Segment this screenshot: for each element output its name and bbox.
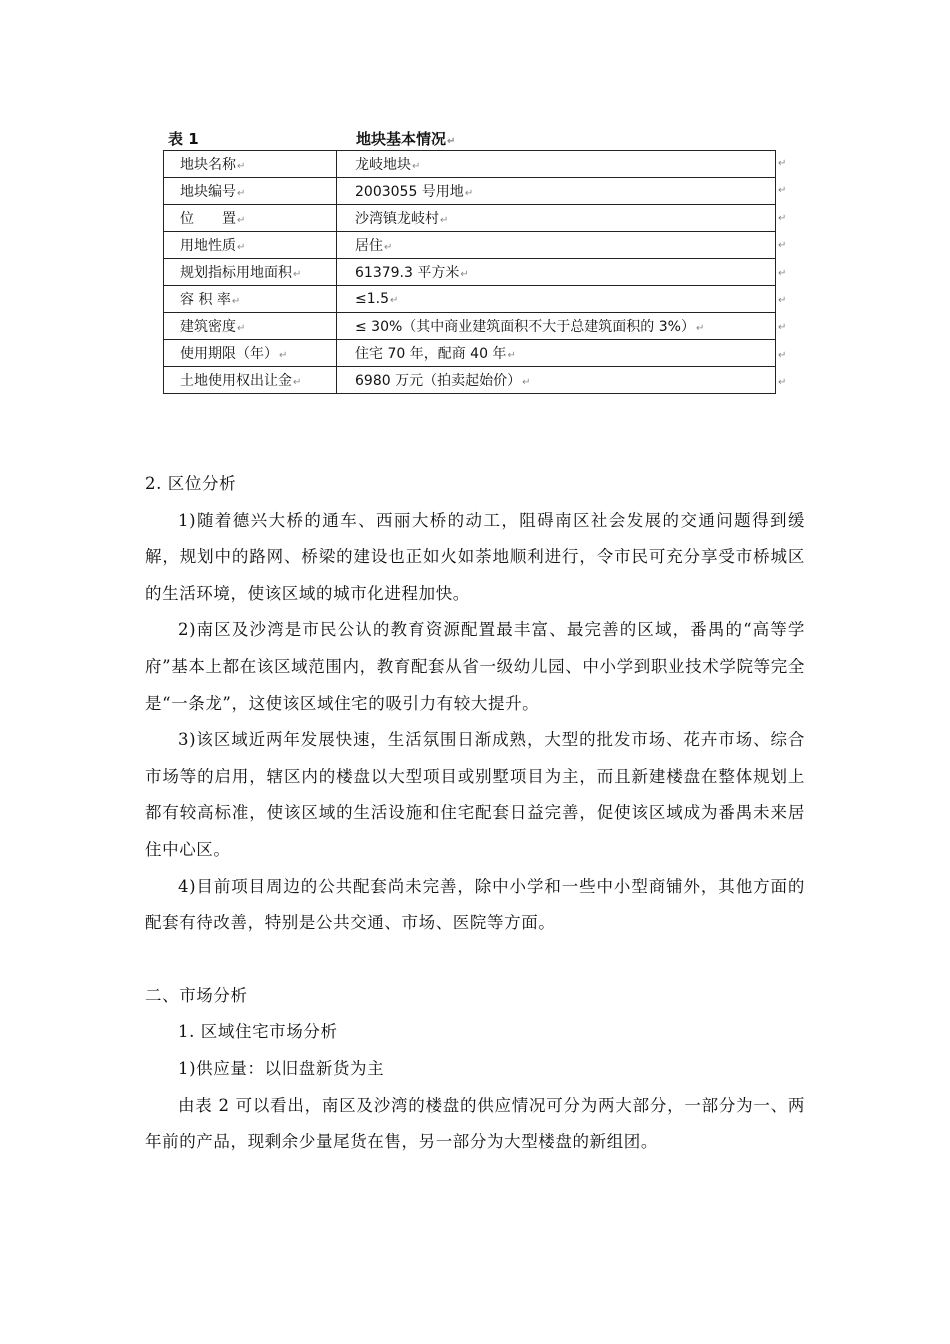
table-cell-key: 建筑密度↵ (164, 313, 337, 340)
table-cell-key: 使用期限（年）↵ (164, 340, 337, 367)
table-caption (168, 128, 788, 150)
table-row (164, 313, 776, 340)
row-end-mark: ↵ (778, 322, 787, 334)
section-heading: 2. 区位分析 (145, 474, 237, 493)
paragraph: 由表 2 可以看出，南区及沙湾的楼盘的供应情况可分为两大部分，一部分为一、两年前的产品，现剩余少量尾货在售，另一部分为大型楼盘的新组团。 (145, 1095, 805, 1152)
table-row (164, 286, 776, 313)
table-cell-key: 规划指标用地面积↵ (164, 259, 337, 286)
table-row (164, 259, 776, 286)
table-cell-key: 地块编号↵ (164, 178, 337, 205)
location-analysis-section (145, 466, 805, 1161)
row-end-mark: ↵ (778, 185, 787, 197)
table-cell-key: 用地性质↵ (164, 232, 337, 259)
table-cell-value: 61379.3 平方米↵ (337, 259, 776, 286)
sub-heading: 1. 区域住宅市场分析 (178, 1022, 338, 1042)
table-cell-key: 地块名称↵ (164, 151, 337, 178)
paragraph: 1)随着德兴大桥的通车、西丽大桥的动工，阻碍南区社会发展的交通问题得到缓解，规划中的路网、桥梁的建设也正如火如荼地顺利进行，令市民可充分享受市桥城区的生活环境，使该区域的城市化进程加快。 (145, 510, 805, 603)
table-cell-value: 龙岐地块↵ (337, 151, 776, 178)
table-row (164, 232, 776, 259)
section-heading: 二、市场分析 (145, 985, 248, 1005)
table-cell-key: 土地使用权出让金↵ (164, 367, 337, 394)
row-end-mark: ↵ (778, 158, 787, 169)
paragraph: 4)目前项目周边的公共配套尚未完善，除中小学和一些中小型商铺外，其他方面的配套有待改善，特别是公共交通、市场、医院等方面。 (145, 876, 805, 933)
row-end-mark: ↵ (778, 267, 787, 279)
table-row (164, 178, 776, 205)
table-cell-value: 住宅 70 年，配商 40 年↵ (337, 340, 776, 367)
table-cell-key: 容 积 率↵ (164, 286, 337, 313)
table-cell-value: ≤1.5↵ (337, 286, 776, 313)
table-row (164, 367, 776, 394)
table-cell-value: 居住↵ (337, 232, 776, 259)
table-row (164, 151, 776, 178)
sub-sub-heading: 1)供应量：以旧盘新货为主 (178, 1058, 385, 1078)
table-cell-key: 位 置↵ (164, 205, 337, 232)
table-row (164, 340, 776, 367)
table-cell-value: 沙湾镇龙岐村↵ (337, 205, 776, 232)
row-end-mark: ↵ (778, 212, 787, 224)
table-row (164, 205, 776, 232)
table-cell-value: 6980 万元（拍卖起始价）↵ (337, 367, 776, 394)
land-info-table (163, 150, 776, 394)
row-end-mark: ↵ (778, 240, 787, 252)
paragraph: 2)南区及沙湾是市民公认的教育资源配置最丰富、最完善的区域，番禺的“高等学府”基本上都在该区域范围内，教育配套从省一级幼儿园、中小学到职业技术学院等完全是“一条龙”，这使该区域住宅的吸引力有较大提升。 (145, 620, 805, 713)
row-end-mark: ↵ (778, 349, 787, 361)
paragraph: 3)该区域近两年发展快速，生活氛围日渐成熟，大型的批发市场、花卉市场、综合市场等的启用，辖区内的楼盘以大型项目或别墅项目为主，而且新建楼盘在整体规划上都有较高标准，使该区域的生活设施和住宅配套日益完善，促使该区域成为番禺未来居住中心区。 (145, 730, 805, 859)
table-number: 表 1 (168, 130, 199, 148)
table-cell-value: ≤ 30%（其中商业建筑面积不大于总建筑面积的 3%）↵ (337, 313, 776, 340)
row-end-marks (778, 150, 792, 397)
row-end-mark: ↵ (778, 294, 787, 306)
table-title: 地块基本情况↵ (356, 130, 456, 148)
row-end-mark: ↵ (778, 377, 787, 389)
table-cell-value: 2003055 号用地↵ (337, 178, 776, 205)
